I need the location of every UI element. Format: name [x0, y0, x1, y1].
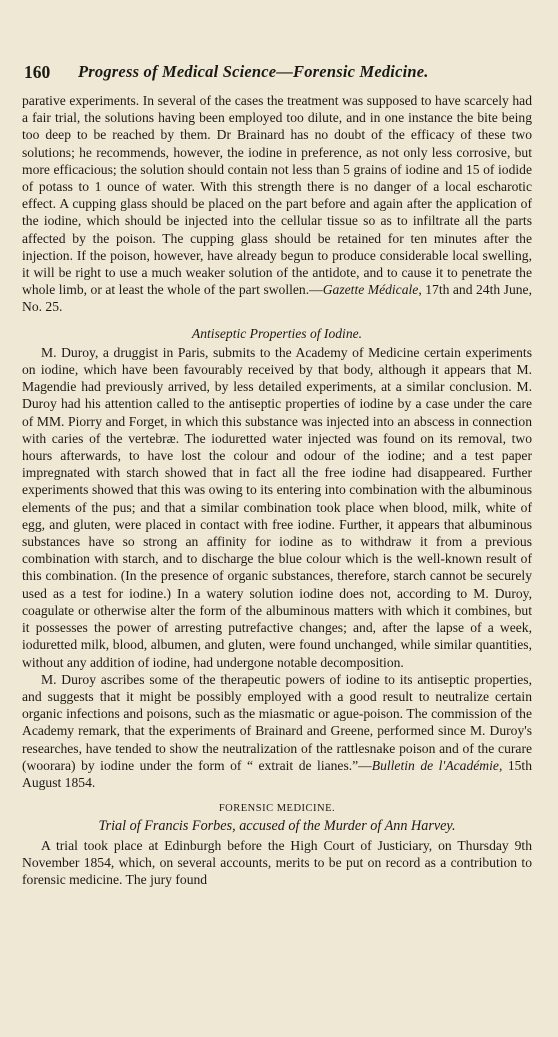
paragraph-text: parative experiments. In several of the cases the treatment was supposed to have scarcely had a fair trial, the solutions having been employed too dilute, and in one instance the bite being too deep to be reached by them. Dr Brainard has no doubt of the efficacy of these two solutions; he recommends, however, the iodine in preference, as not only less corrosive, but more efficacious; the solution should contain not less than 5 grains of iodine and 15 of iodide of potass to 1 ounce of water. With this strength there is no danger of a local escharotic effect. A cupping glass should be placed on the part before and again after the application of the iodine, which should be injected into the cellular tissue so as to infiltrate all the parts affected by the poison. The cupping glass should be retained for ten minutes after the injection. If the poison, however, have already begun to produce considerable local swelling, it will be right to use a much weaker solution of the antidote, and to cause it to penetrate the whole limb, or at least the whole of the part swollen.— — [22, 93, 532, 298]
page-number: 160 — [24, 62, 51, 82]
citation-details: , 15th August 1854. — [22, 757, 533, 790]
citation-details: , 17th and 24th June, No. 25. — [22, 282, 532, 315]
running-head — [22, 62, 532, 86]
paragraph-trial: A trial took place at Edinburgh before the High Court of Justiciary, on Thursday 9th November 1854, which, on several accounts, merits to be put on record as a contribution to forensic medicine. The jury found — [22, 837, 532, 888]
paragraph-text: M. Duroy ascribes some of the therapeutic powers of iodine to its antiseptic properties, and suggests that it might be possibly employed with a good result to neutralize certain organic infections and poisons, such as the miasmatic or ague-poison. The commission of the Academy remark, that the experiments of Brainard and Greene, performed since M. Duroy's researches, have tended to show the neutralization of the rattlesnake poison and of the curare (woorara) by iodine under the form of “ extrait de lianes.”— — [22, 671, 532, 773]
paragraph-duroy-conclusions — [22, 671, 532, 791]
running-head-title: Progress of Medical Science—Forensic Medicine. — [78, 62, 429, 81]
citation-source: Bulletin de l'Académie — [371, 757, 499, 773]
section-heading-trial: Trial of Francis Forbes, accused of the Murder of Ann Harvey. — [98, 818, 456, 835]
section-label-forensic: FORENSIC MEDICINE. — [218, 803, 336, 815]
paragraph-duroy-experiments: M. Duroy, a druggist in Paris, submits to the Academy of Medicine certain experiments on iodine, which have been favourably received by that body, although it appears that M. Magendie had previously arrived, by less detailed experiments, at a similar conclusion. M. Duroy had his attention called to the antiseptic properties of iodine by a case under the care of MM. Piorry and Forget, in which this substance was injected into an abscess in connection with caries of the vertebræ. The ioduretted water injected was found on its removal, two hours afterwards, to have lost the colour and odour of the iodine; and a test paper impregnated with starch showed that in fact all the free iodine had disappeared. Further experiments showed that this was owing to its entering into combination with the albuminous elements of the pus; and that a similar combination took place when blood, milk, white of egg, and gluten, were placed in contact with free iodine. Further, it appears that albuminous substances have so strong an affinity for iodine as to withdraw it from a previous combination with starch, and to discharge the blue colour which is the well-known result of this combination. (In the presence of organic substances, therefore, starch cannot be securely used as a test for iodine.) In a watery solution iodine does not, according to M. Duroy, coagulate or otherwise alter the form of the albuminous matters with which it combines, but it possesses the power of arresting putrefactive changes; and, after the lapse of a week, ioduretted milk, blood, albumen, and gluten, were found unchanged, while similar quantities, without any addition of iodine, had undergone notable decomposition. — [22, 344, 532, 670]
citation-source: Gazette Médicale — [322, 282, 419, 298]
paragraph-continuation — [22, 92, 532, 316]
section-heading-antiseptic: Antiseptic Properties of Iodine. — [191, 325, 363, 341]
